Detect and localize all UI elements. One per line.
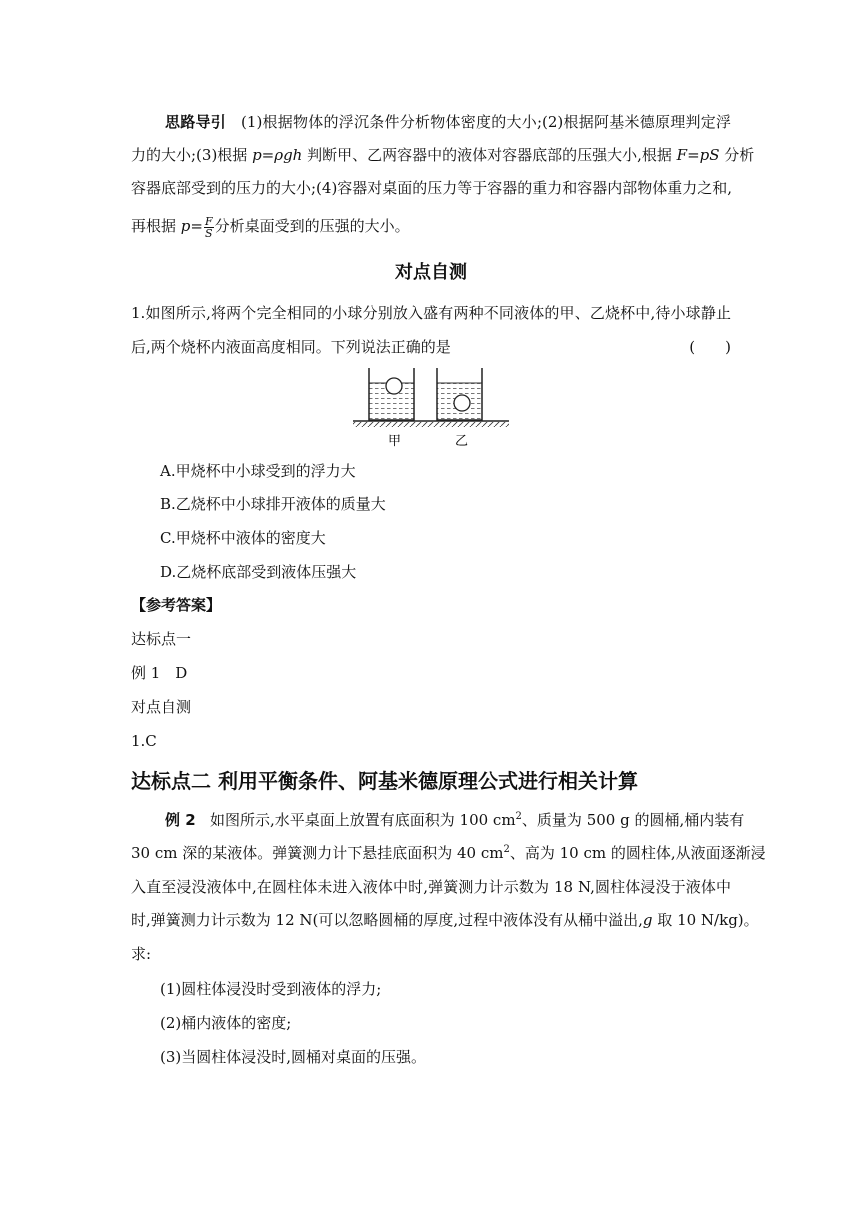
answers-title: 【参考答案】 [131,596,222,614]
section2-heading: 达标点二 利用平衡条件、阿基米德原理公式进行相关计算 [131,769,638,793]
example2-text-2b: 、高为 10 cm 的圆柱体,从液面逐渐浸 [509,844,766,862]
answers-point-1: 达标点一 [131,630,192,648]
example2-sup-2: 2 [503,844,510,855]
guide-text-4a: 再根据 [131,217,181,235]
example2-line-5: 求: [131,945,152,963]
ball-yi [454,395,470,411]
guide-line-4 [131,215,731,239]
example2-line-4 [131,909,759,931]
guide-text-2a: 力的大小;(3)根据 [131,146,253,164]
label-yi: 乙 [455,434,469,449]
answers-self-test: 对点自测 [131,698,192,716]
option-c: C.甲烧杯中液体的密度大 [160,529,326,547]
guide-text-3: 容器底部受到的压力的大小;(4)容器对桌面的压力等于容器的重力和容器内部物体重力之和, [131,179,733,197]
beakers-figure [351,366,511,452]
example2-text-2a: 30 cm 深的某液体。弹簧测力计下悬挂底面积为 40 cm [131,844,504,862]
example2-sup-1: 2 [515,811,522,822]
example2-item-2: (2)桶内液体的密度; [160,1014,292,1032]
example2-text-4b: 取 10 N/kg)。 [652,911,759,929]
example2-text-1a: 如图所示,水平桌面上放置有底面积为 100 cm [209,811,516,829]
label-jia: 甲 [388,434,402,449]
fraction-denominator: S [205,226,213,240]
question1-text-1: 1.如图所示,将两个完全相同的小球分别放入盛有两种不同液体的甲、乙烧杯中,待小球静止 [131,304,731,322]
guide-line-3 [131,177,731,199]
guide-text-2c: 分析 [719,146,755,164]
example2-item-1: (1)圆柱体浸没时受到液体的浮力; [160,980,382,998]
option-a: A.甲烧杯中小球受到的浮力大 [160,462,356,480]
question1-text-2: 后,两个烧杯内液面高度相同。下列说法正确的是 [131,338,451,356]
option-b: B.乙烧杯中小球排开液体的质量大 [160,495,386,513]
question1-line-2 [131,336,731,358]
ball-jia [386,378,402,394]
example2-text-1b: 、质量为 500 g 的圆桶,桶内装有 [521,811,745,829]
guide-text-2b: 判断甲、乙两容器中的液体对容器底部的压强大小,根据 [302,146,677,164]
table-hatching [353,422,509,427]
self-test-heading: 对点自测 [395,262,467,283]
example2-g-symbol: g [642,911,653,929]
guide-line-1 [165,111,731,133]
fraction-numerator: F [204,214,213,228]
guide-line-2 [131,144,755,166]
example2-text-4a: 时,弹簧测力计示数为 12 N(可以忽略圆桶的厚度,过程中液体没有从桶中溢出, [131,911,643,929]
beaker-yi [437,368,482,420]
example2-item-3: (3)当圆柱体浸没时,圆桶对桌面的压强。 [160,1048,427,1066]
fraction-f-over-s [204,216,214,239]
example2-line-3 [131,876,731,898]
example2-text-3: 入直至浸没液体中,在圆柱体未进入液体中时,弹簧测力计示数为 18 N,圆柱体浸没于液体中 [131,878,731,896]
example2-label: 例 2 [165,811,196,829]
answers-q1: 1.C [131,732,157,750]
formula-pressure: p=ρgh [252,146,303,164]
answer-parentheses: ( ) [689,338,731,356]
guide-text-4b: 分析桌面受到的压强的大小。 [214,217,410,235]
example2-line-1 [165,809,745,831]
example2-line-2 [131,842,766,864]
formula-force: F=pS [676,146,720,164]
answers-example-1: 例 1 D [131,664,188,682]
guide-label: 思路导引 [165,113,226,131]
formula-p: p= [180,217,203,235]
option-d: D.乙烧杯底部受到液体压强大 [160,563,357,581]
question1-line-1 [131,302,731,324]
beaker-jia [369,368,414,420]
guide-text-1: (1)根据物体的浮沉条件分析物体密度的大小;(2)根据阿基米德原理判定浮 [241,113,731,131]
